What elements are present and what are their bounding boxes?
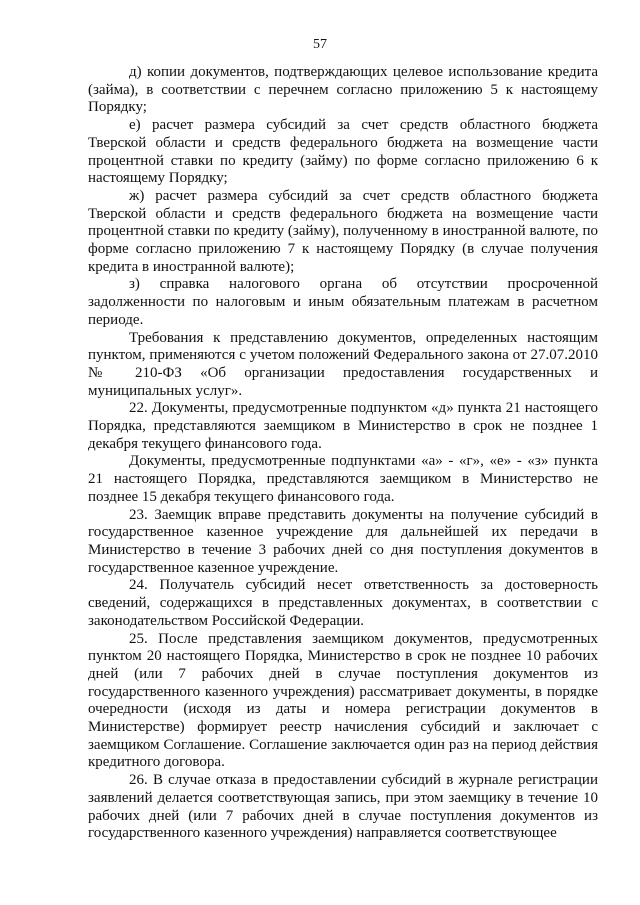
paragraph-clause-25: 25. После представления заемщиком документов, предусмотренных пунктом 20 настоящего Порядка, Министерство в срок не позднее 10 рабочих дней (или 7 рабочих дней в случае поступления документов из государственного казенного учреждения) рассматривает документы, в порядке очередности (исходя из даты и номера регистрации документов в Министерстве) формирует реестр начисления субсидий и заключает с заемщиком Соглашение. Соглашение заключается один раз на период действия кредитного договора. — [88, 630, 598, 771]
paragraph-clause-26: 26. В случае отказа в предоставлении субсидий в журнале регистрации заявлений делается соответствующая запись, при этом заемщику в течение 10 рабочих дней (или 7 рабочих дней в случае поступления документов из государственного казенного учреждения) направляется соответствующее — [88, 772, 598, 842]
paragraph-subitem-zh: ж) расчет размера субсидий за счет средств областного бюджета Тверской области и средств федерального бюджета на возмещение части процентной ставки по кредиту (займу), полученному в иностранной валюте, по форме согласно приложению 7 к настоящему Порядку (в случае получения кредита в иностранной валюте); — [88, 187, 598, 275]
document-body — [88, 64, 598, 843]
paragraph-requirements: Требования к представлению документов, определенных настоящим пунктом, применяются с учетом положений Федерального закона от 27.07.2010 № 210-ФЗ «Об организации предоставления государственных и муниципальных услуг». — [88, 329, 598, 399]
paragraph-clause-22-continued: Документы, предусмотренные подпунктами «а» - «г», «е» - «з» пункта 21 настоящего Порядка, представляются заемщиком в Министерство не позднее 15 декабря текущего финансового года. — [88, 453, 598, 505]
paragraph-subitem-e: е) расчет размера субсидий за счет средств областного бюджета Тверской области и средств федерального бюджета на возмещение части процентной ставки по кредиту (займу) по форме согласно приложению 6 к настоящему Порядку; — [88, 117, 598, 187]
paragraph-clause-22: 22. Документы, предусмотренные подпунктом «д» пункта 21 настоящего Порядка, представляются заемщиком в Министерство в срок не позднее 1 декабря текущего финансового года. — [88, 400, 598, 452]
paragraph-subitem-d: д) копии документов, подтверждающих целевое использование кредита (займа), в соответствии с перечнем согласно приложению 5 к настоящему Порядку; — [88, 64, 598, 116]
paragraph-clause-23: 23. Заемщик вправе представить документы на получение субсидий в государственное казенное учреждение для дальнейшей их передачи в Министерство в течение 3 рабочих дней со дня поступления документов в государственное казенное учреждение. — [88, 506, 598, 576]
paragraph-subitem-z: з) справка налогового органа об отсутствии просроченной задолженности по налоговым и иным обязательным платежам в расчетном периоде. — [88, 276, 598, 328]
page-number: 57 — [313, 37, 327, 52]
paragraph-clause-24: 24. Получатель субсидий несет ответственность за достоверность сведений, содержащихся в представленных документах, в соответствии с законодательством Российской Федерации. — [88, 577, 598, 629]
